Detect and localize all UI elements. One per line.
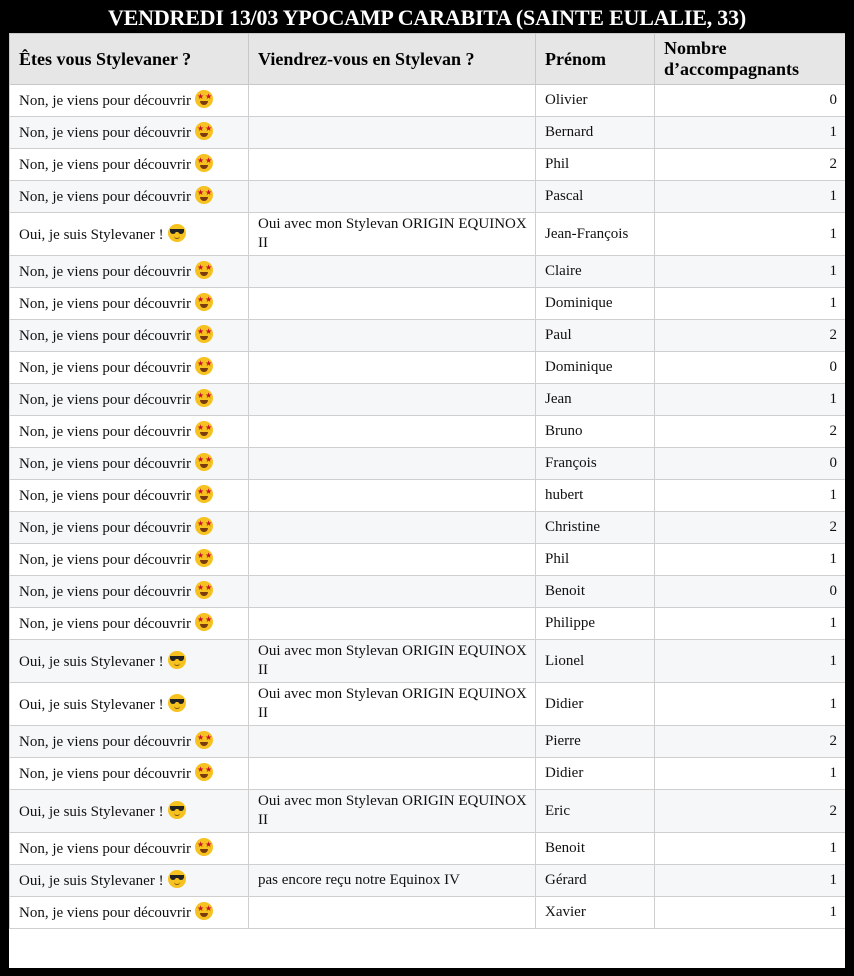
cell-prenom[interactable]: Lionel [536,640,655,683]
cell-prenom[interactable]: Xavier [536,897,655,929]
stylevaner-answer: Non, je viens pour découvrir [19,488,192,504]
cell-stylevaner[interactable] [10,213,249,256]
table-row[interactable] [10,833,846,865]
registrations-table [9,33,845,929]
cell-accompagnants[interactable]: 1 [655,608,846,640]
sunglasses-icon [168,224,186,242]
star-struck-icon: ★ ★ [195,389,213,407]
stylevaner-answer: Non, je viens pour découvrir [19,360,192,376]
sunglasses-icon [168,694,186,712]
stylevaner-answer: Non, je viens pour découvrir [19,520,192,536]
star-struck-icon: ★ ★ [195,731,213,749]
table-row[interactable] [10,640,846,683]
cell-prenom[interactable]: Jean [536,384,655,416]
cell-accompagnants[interactable]: 2 [655,416,846,448]
cell-vehicle[interactable] [249,576,536,608]
table-row[interactable] [10,117,846,149]
star-struck-icon: ★ ★ [195,325,213,343]
cell-vehicle[interactable] [249,352,536,384]
cell-stylevaner[interactable] [10,181,249,213]
cell-stylevaner[interactable] [10,576,249,608]
star-struck-icon: ★ ★ [195,763,213,781]
cell-stylevaner[interactable] [10,352,249,384]
stylevaner-answer: Oui, je suis Stylevaner ! [19,653,164,670]
column-header-prenom[interactable]: Prénom [536,34,655,85]
table-row[interactable] [10,181,846,213]
cell-stylevaner[interactable] [10,480,249,512]
cell-prenom[interactable]: Didier [536,683,655,726]
table-row[interactable] [10,149,846,181]
table-row[interactable] [10,683,846,726]
table-row[interactable] [10,608,846,640]
stylevaner-answer: Non, je viens pour découvrir [19,616,192,632]
cell-stylevaner[interactable] [10,640,249,683]
cell-vehicle[interactable]: Oui avec mon Stylevan ORIGIN EQUINOX II [249,213,536,256]
cell-accompagnants[interactable]: 1 [655,640,846,683]
sunglasses-icon [168,870,186,888]
cell-prenom[interactable]: Claire [536,256,655,288]
cell-prenom[interactable]: Didier [536,758,655,790]
cell-accompagnants[interactable]: 1 [655,544,846,576]
star-struck-icon: ★ ★ [195,122,213,140]
cell-prenom[interactable]: Bernard [536,117,655,149]
cell-vehicle[interactable] [249,758,536,790]
cell-accompagnants[interactable]: 1 [655,865,846,897]
stylevaner-answer: Non, je viens pour découvrir [19,905,192,921]
cell-prenom[interactable]: Eric [536,790,655,833]
table-row[interactable] [10,213,846,256]
stylevaner-answer: Non, je viens pour découvrir [19,328,192,344]
table-row[interactable] [10,512,846,544]
cell-accompagnants[interactable]: 1 [655,897,846,929]
star-struck-icon: ★ ★ [195,549,213,567]
stylevaner-answer: Non, je viens pour découvrir [19,584,192,600]
stylevaner-answer: Non, je viens pour découvrir [19,766,192,782]
star-struck-icon: ★ ★ [195,838,213,856]
cell-vehicle[interactable] [249,608,536,640]
cell-vehicle[interactable] [249,288,536,320]
cell-accompagnants[interactable]: 2 [655,512,846,544]
cell-vehicle[interactable] [249,384,536,416]
table-row[interactable] [10,576,846,608]
cell-prenom[interactable]: Jean-François [536,213,655,256]
cell-accompagnants[interactable]: 0 [655,85,846,117]
cell-prenom[interactable]: Gérard [536,865,655,897]
stylevaner-answer: Non, je viens pour découvrir [19,93,192,109]
cell-prenom[interactable]: Phil [536,149,655,181]
cell-vehicle[interactable] [249,833,536,865]
cell-accompagnants[interactable]: 1 [655,758,846,790]
cell-accompagnants[interactable]: 2 [655,790,846,833]
cell-stylevaner[interactable] [10,683,249,726]
cell-prenom[interactable]: Phil [536,544,655,576]
star-struck-icon: ★ ★ [195,453,213,471]
star-struck-icon: ★ ★ [195,421,213,439]
header-row [10,34,846,85]
cell-stylevaner[interactable] [10,512,249,544]
table-row[interactable] [10,726,846,758]
cell-vehicle[interactable] [249,480,536,512]
stylevaner-answer: Non, je viens pour découvrir [19,456,192,472]
star-struck-icon: ★ ★ [195,154,213,172]
cell-stylevaner[interactable] [10,897,249,929]
cell-prenom[interactable]: hubert [536,480,655,512]
stylevaner-answer: Oui, je suis Stylevaner ! [19,873,164,889]
cell-stylevaner[interactable] [10,544,249,576]
stylevaner-answer: Oui, je suis Stylevaner ! [19,226,164,243]
cell-vehicle[interactable]: Oui avec mon Stylevan ORIGIN EQUINOX II [249,640,536,683]
cell-stylevaner[interactable] [10,85,249,117]
cell-vehicle[interactable]: pas encore reçu notre Equinox IV [249,865,536,897]
sunglasses-icon [168,801,186,819]
cell-stylevaner[interactable] [10,448,249,480]
table-row[interactable] [10,320,846,352]
cell-vehicle[interactable] [249,544,536,576]
cell-stylevaner[interactable] [10,320,249,352]
star-struck-icon: ★ ★ [195,902,213,920]
cell-prenom[interactable]: Bruno [536,416,655,448]
table-body [10,85,846,929]
table-row[interactable] [10,544,846,576]
cell-stylevaner[interactable] [10,865,249,897]
table-row[interactable] [10,416,846,448]
star-struck-icon: ★ ★ [195,517,213,535]
stylevaner-answer: Non, je viens pour découvrir [19,392,192,408]
cell-vehicle[interactable] [249,448,536,480]
stylevaner-answer: Non, je viens pour découvrir [19,189,192,205]
table-row[interactable] [10,897,846,929]
stylevaner-answer: Non, je viens pour découvrir [19,125,192,141]
star-struck-icon: ★ ★ [195,90,213,108]
cell-accompagnants[interactable]: 1 [655,384,846,416]
stylevaner-answer: Non, je viens pour découvrir [19,734,192,750]
cell-stylevaner[interactable] [10,384,249,416]
cell-prenom[interactable]: François [536,448,655,480]
cell-prenom[interactable]: Christine [536,512,655,544]
cell-accompagnants[interactable]: 2 [655,726,846,758]
cell-accompagnants[interactable]: 0 [655,352,846,384]
table-row[interactable] [10,256,846,288]
stylevaner-answer: Non, je viens pour découvrir [19,264,192,280]
cell-accompagnants[interactable]: 1 [655,288,846,320]
cell-vehicle[interactable] [249,181,536,213]
cell-stylevaner[interactable] [10,790,249,833]
cell-vehicle[interactable] [249,85,536,117]
stylevaner-answer: Non, je viens pour découvrir [19,552,192,568]
cell-vehicle[interactable]: Oui avec mon Stylevan ORIGIN EQUINOX II [249,790,536,833]
cell-accompagnants[interactable]: 1 [655,833,846,865]
column-header-accompagnants[interactable]: Nombre d’accompagnants [655,34,846,85]
table-row[interactable] [10,288,846,320]
cell-accompagnants[interactable]: 1 [655,181,846,213]
cell-accompagnants[interactable]: 1 [655,683,846,726]
star-struck-icon: ★ ★ [195,293,213,311]
page-title: VENDREDI 13/03 YPOCAMP CARABITA (SAINTE EULALIE, 33) [107,5,747,30]
table-row[interactable] [10,758,846,790]
cell-prenom[interactable]: Pierre [536,726,655,758]
column-header-stylevaner[interactable]: Êtes vous Stylevaner ? [10,34,249,85]
cell-stylevaner[interactable] [10,608,249,640]
cell-vehicle[interactable] [249,512,536,544]
cell-prenom[interactable]: Paul [536,320,655,352]
cell-stylevaner[interactable] [10,758,249,790]
star-struck-icon: ★ ★ [195,613,213,631]
cell-accompagnants[interactable]: 1 [655,213,846,256]
cell-accompagnants[interactable]: 1 [655,480,846,512]
star-struck-icon: ★ ★ [195,485,213,503]
stylevaner-answer: Oui, je suis Stylevaner ! [19,696,164,713]
stylevaner-answer: Non, je viens pour découvrir [19,296,192,312]
table-row[interactable] [10,790,846,833]
star-struck-icon: ★ ★ [195,186,213,204]
cell-prenom[interactable]: Benoit [536,833,655,865]
cell-accompagnants[interactable]: 2 [655,320,846,352]
cell-vehicle[interactable] [249,897,536,929]
cell-vehicle[interactable] [249,320,536,352]
cell-prenom[interactable]: Dominique [536,352,655,384]
cell-stylevaner[interactable] [10,726,249,758]
cell-stylevaner[interactable] [10,256,249,288]
cell-vehicle[interactable] [249,416,536,448]
cell-vehicle[interactable] [249,149,536,181]
table-row[interactable] [10,352,846,384]
cell-accompagnants[interactable]: 0 [655,448,846,480]
table-row[interactable] [10,85,846,117]
cell-vehicle[interactable] [249,726,536,758]
cell-stylevaner[interactable] [10,833,249,865]
cell-prenom[interactable]: Olivier [536,85,655,117]
cell-prenom[interactable]: Dominique [536,288,655,320]
cell-stylevaner[interactable] [10,149,249,181]
stylevaner-answer: Non, je viens pour découvrir [19,424,192,440]
cell-accompagnants[interactable]: 0 [655,576,846,608]
cell-prenom[interactable]: Philippe [536,608,655,640]
table-header [10,34,846,85]
table-row[interactable] [10,384,846,416]
cell-stylevaner[interactable] [10,288,249,320]
stylevaner-answer: Oui, je suis Stylevaner ! [19,803,164,820]
star-struck-icon: ★ ★ [195,261,213,279]
cell-stylevaner[interactable] [10,416,249,448]
stylevaner-answer: Non, je viens pour découvrir [19,841,192,857]
cell-prenom[interactable]: Pascal [536,181,655,213]
sunglasses-icon [168,651,186,669]
cell-vehicle[interactable] [249,256,536,288]
cell-accompagnants[interactable]: 1 [655,256,846,288]
cell-stylevaner[interactable] [10,117,249,149]
stylevaner-answer: Non, je viens pour découvrir [19,157,192,173]
cell-vehicle[interactable]: Oui avec mon Stylevan ORIGIN EQUINOX II [249,683,536,726]
star-struck-icon: ★ ★ [195,357,213,375]
cell-prenom[interactable]: Benoit [536,576,655,608]
cell-vehicle[interactable] [249,117,536,149]
star-struck-icon: ★ ★ [195,581,213,599]
table-row[interactable] [10,480,846,512]
cell-accompagnants[interactable]: 1 [655,117,846,149]
table-row[interactable] [10,448,846,480]
registration-sheet [9,33,845,968]
table-row[interactable] [10,865,846,897]
column-header-vehicle[interactable]: Viendrez-vous en Stylevan ? [249,34,536,85]
cell-accompagnants[interactable]: 2 [655,149,846,181]
